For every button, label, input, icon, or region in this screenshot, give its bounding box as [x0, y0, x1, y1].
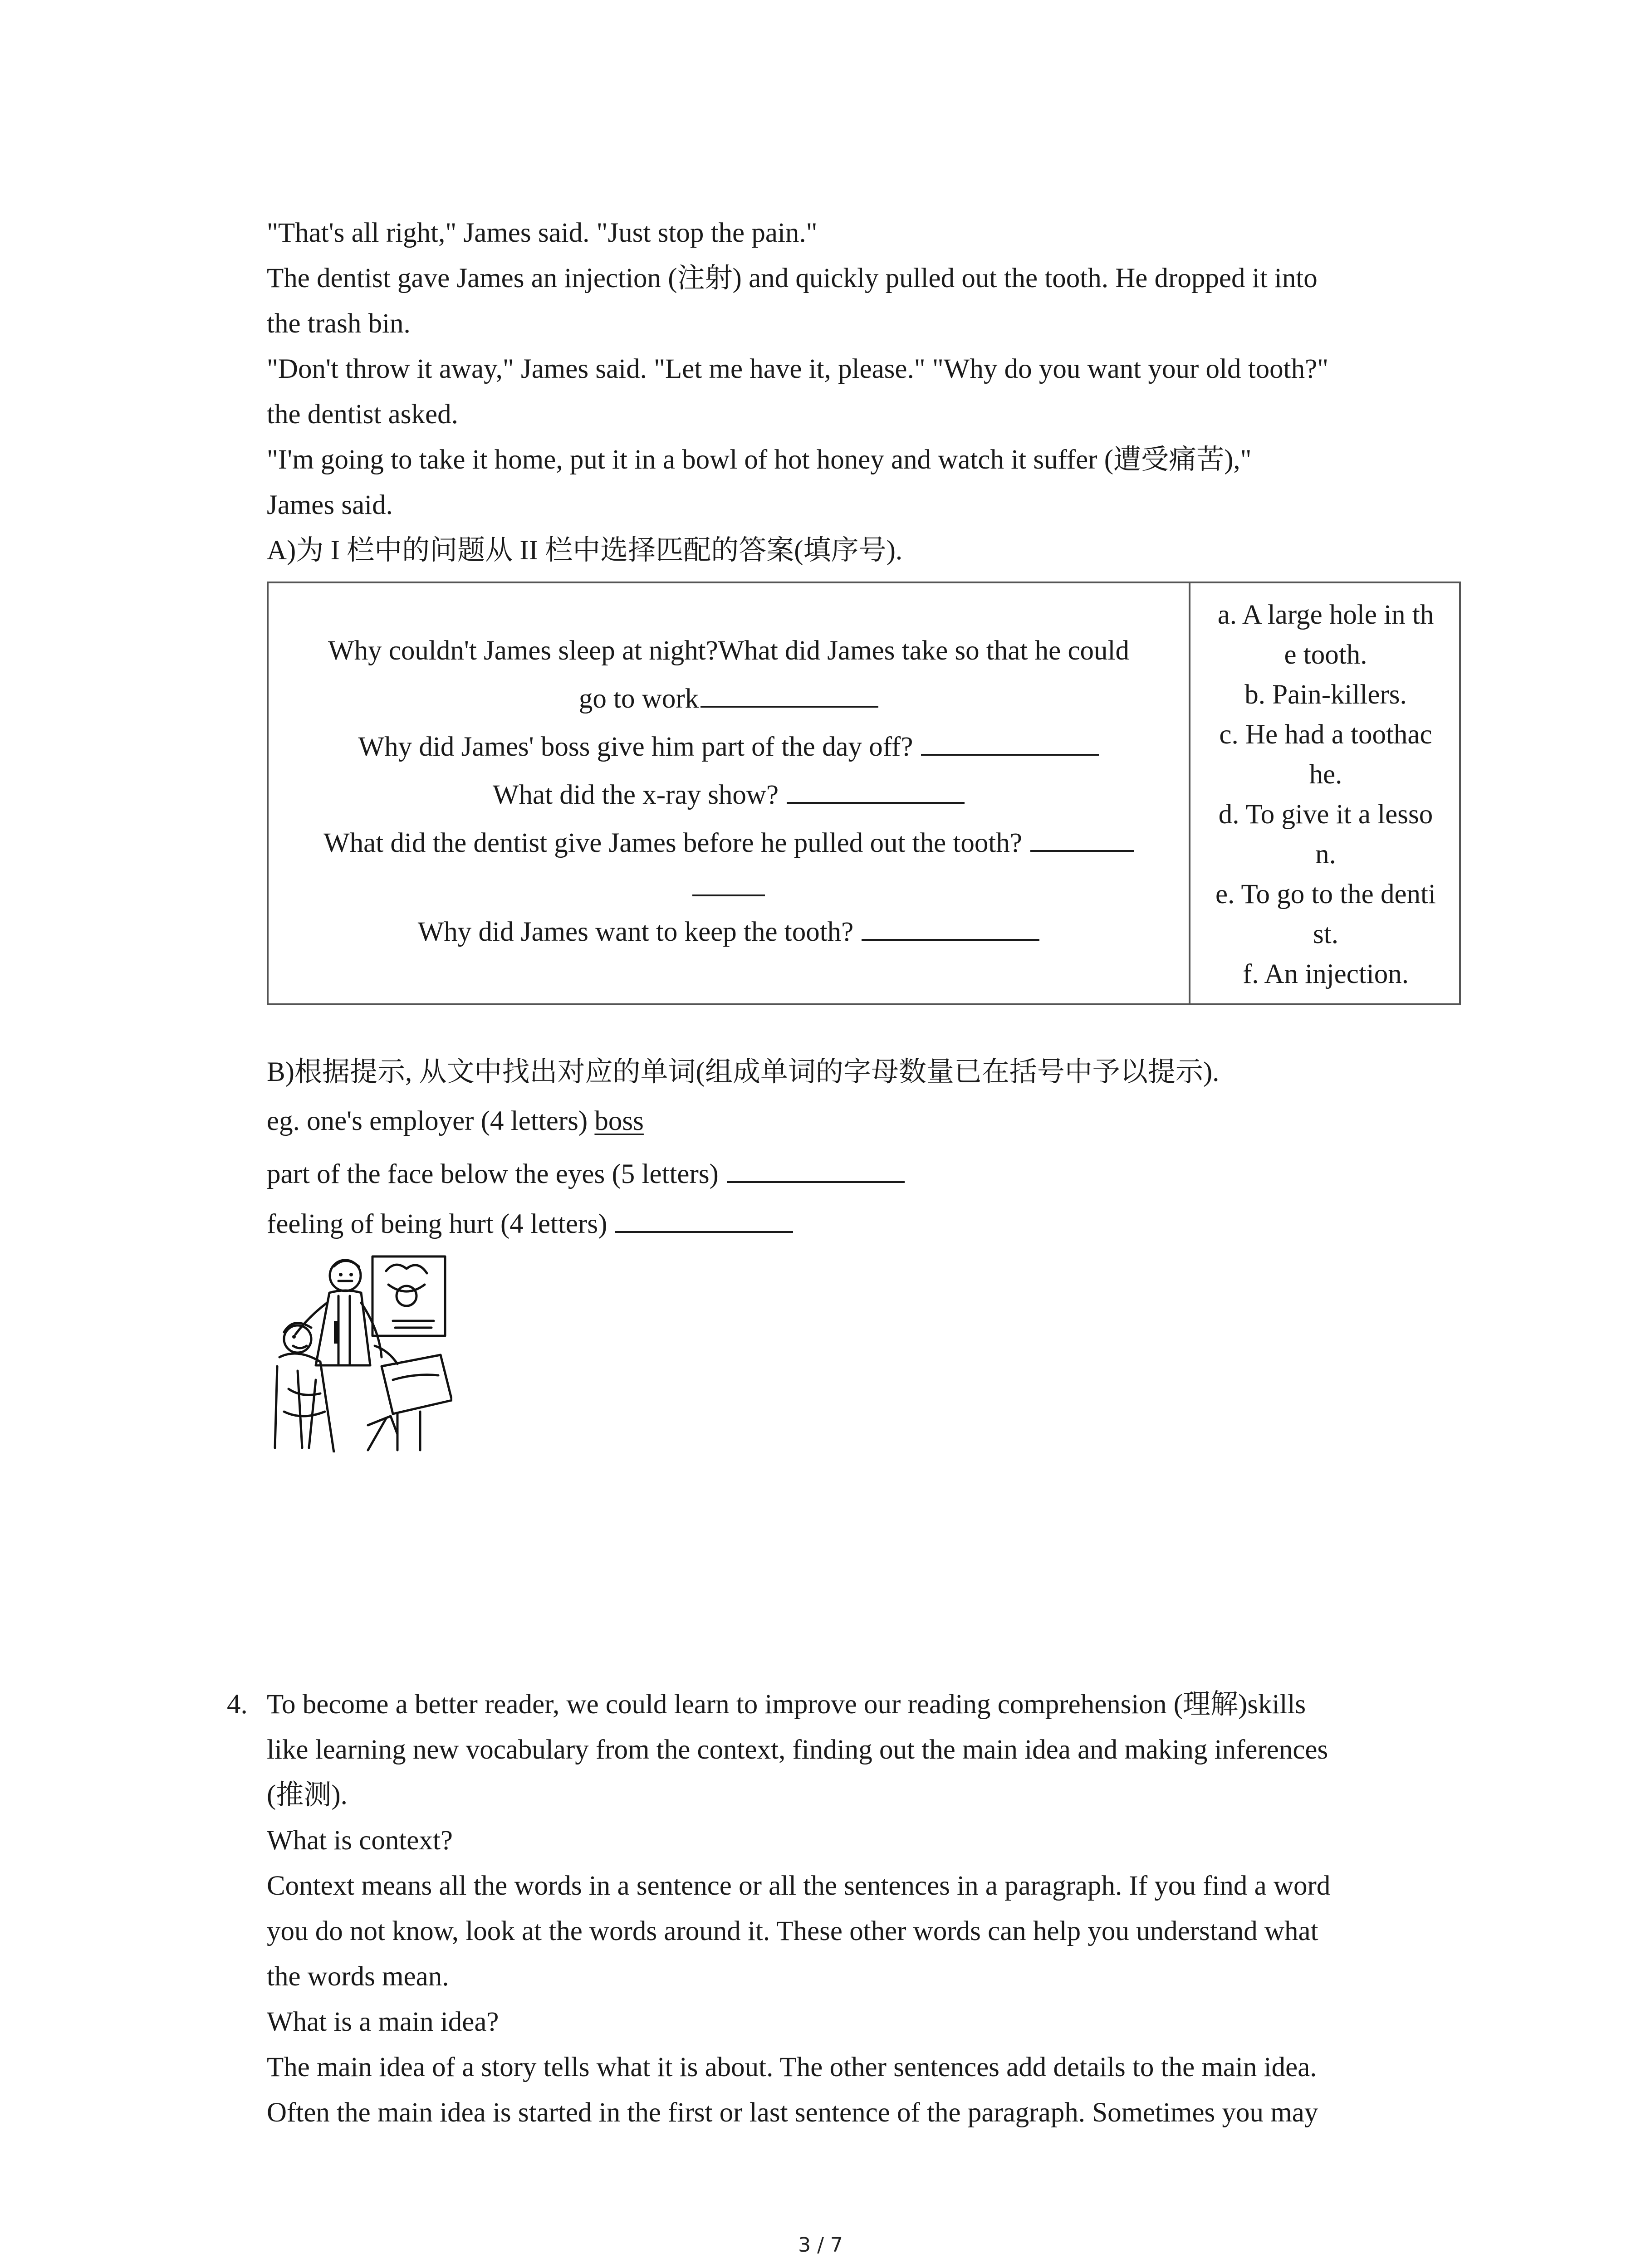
answer-blank[interactable]	[921, 728, 1099, 756]
page-number: 3 / 7	[798, 2234, 843, 2257]
table-divider	[1189, 583, 1190, 1003]
answer-option: a. A large hole in th	[1217, 600, 1434, 630]
passage-line: like learning new vocabulary from the context, finding out the main idea and making inferences	[267, 1735, 1328, 1765]
question-item: Why couldn't James sleep at night?What did James take so that he could	[328, 635, 1129, 666]
answer-option: he.	[1309, 759, 1342, 790]
fill-in-item	[267, 1155, 905, 1191]
answer-option: f. An injection.	[1243, 959, 1409, 989]
passage-line: you do not know, look at the words around it. These other words can help you understand what	[267, 1916, 1318, 1946]
example-answer: boss	[594, 1106, 644, 1136]
example-prompt: eg. one's employer (4 letters)	[267, 1106, 588, 1136]
answer-blank[interactable]	[727, 1155, 905, 1183]
matching-table	[267, 582, 1461, 1005]
passage-line: (推测).	[267, 1780, 348, 1810]
passage-line: Context means all the words in a sentence or all the sentences in a paragraph. If you find a word	[267, 1871, 1331, 1901]
question-text: Why did James' boss give him part of the day off?	[358, 732, 913, 762]
question-item	[275, 867, 1182, 908]
question-text: What did the dentist give James before he pulled out the tooth?	[323, 828, 1022, 858]
passage-line: "Don't throw it away," James said. "Let me have it, please." "Why do you want your old tooth?"	[267, 354, 1329, 384]
question-text: Why did James want to keep the tooth?	[417, 917, 854, 947]
question-item	[275, 908, 1182, 956]
question-item	[275, 723, 1182, 771]
question-text: What did the x-ray show?	[492, 780, 779, 810]
passage-line: the words mean.	[267, 1961, 449, 1992]
fill-in-item	[267, 1205, 793, 1241]
question-number: 4.	[227, 1689, 248, 1720]
passage-line: Often the main idea is started in the first or last sentence of the paragraph. Sometimes you may	[267, 2097, 1318, 2128]
answer-option: n.	[1315, 839, 1336, 870]
part-a-instruction: A)为 I 栏中的问题从 II 栏中选择匹配的答案(填序号).	[267, 535, 903, 566]
passage-line: The dentist gave James an injection (注射) and quickly pulled out the tooth. He dropped it into	[267, 263, 1318, 293]
answer-option: d. To give it a lesso	[1218, 799, 1433, 830]
answer-option: c. He had a toothac	[1219, 719, 1432, 750]
question-item	[275, 819, 1182, 867]
answer-blank[interactable]	[692, 868, 765, 896]
answer-column	[1199, 595, 1453, 994]
question-item	[275, 771, 1182, 819]
passage-line: The main idea of a story tells what it is about. The other sentences add details to the main idea.	[267, 2052, 1317, 2082]
example-line	[267, 1105, 644, 1138]
passage-line: James said.	[267, 490, 393, 520]
subheading: What is context?	[267, 1825, 453, 1856]
answer-option: b. Pain-killers.	[1244, 679, 1407, 710]
part-b-instruction: B)根据提示, 从文中找出对应的单词(组成单词的字母数量已在括号中予以提示).	[267, 1057, 1220, 1087]
passage-line: the dentist asked.	[267, 399, 458, 430]
question-column	[275, 627, 1182, 956]
fill-in-prompt: part of the face below the eyes (5 letters)	[267, 1159, 719, 1189]
dentist-illustration	[270, 1253, 452, 1452]
question-text: go to work	[578, 684, 699, 714]
answer-option: st.	[1313, 919, 1338, 949]
answer-blank[interactable]	[787, 776, 965, 804]
answer-option: e tooth.	[1284, 640, 1367, 670]
answer-option: e. To go to the denti	[1215, 879, 1436, 909]
question-item	[275, 675, 1182, 723]
subheading: What is a main idea?	[267, 2007, 499, 2037]
answer-blank[interactable]	[615, 1205, 793, 1233]
passage-line: To become a better reader, we could learn to improve our reading comprehension (理解)skills	[267, 1689, 1306, 1720]
answer-blank[interactable]	[862, 913, 1039, 941]
passage-line: the trash bin.	[267, 308, 411, 339]
passage-line: "That's all right," James said. "Just stop the pain."	[267, 218, 818, 248]
passage-line: "I'm going to take it home, put it in a bowl of hot honey and watch it suffer (遭受痛苦),"	[267, 445, 1252, 475]
answer-blank[interactable]	[700, 679, 878, 708]
answer-blank[interactable]	[1030, 824, 1134, 852]
fill-in-prompt: feeling of being hurt (4 letters)	[267, 1209, 607, 1239]
